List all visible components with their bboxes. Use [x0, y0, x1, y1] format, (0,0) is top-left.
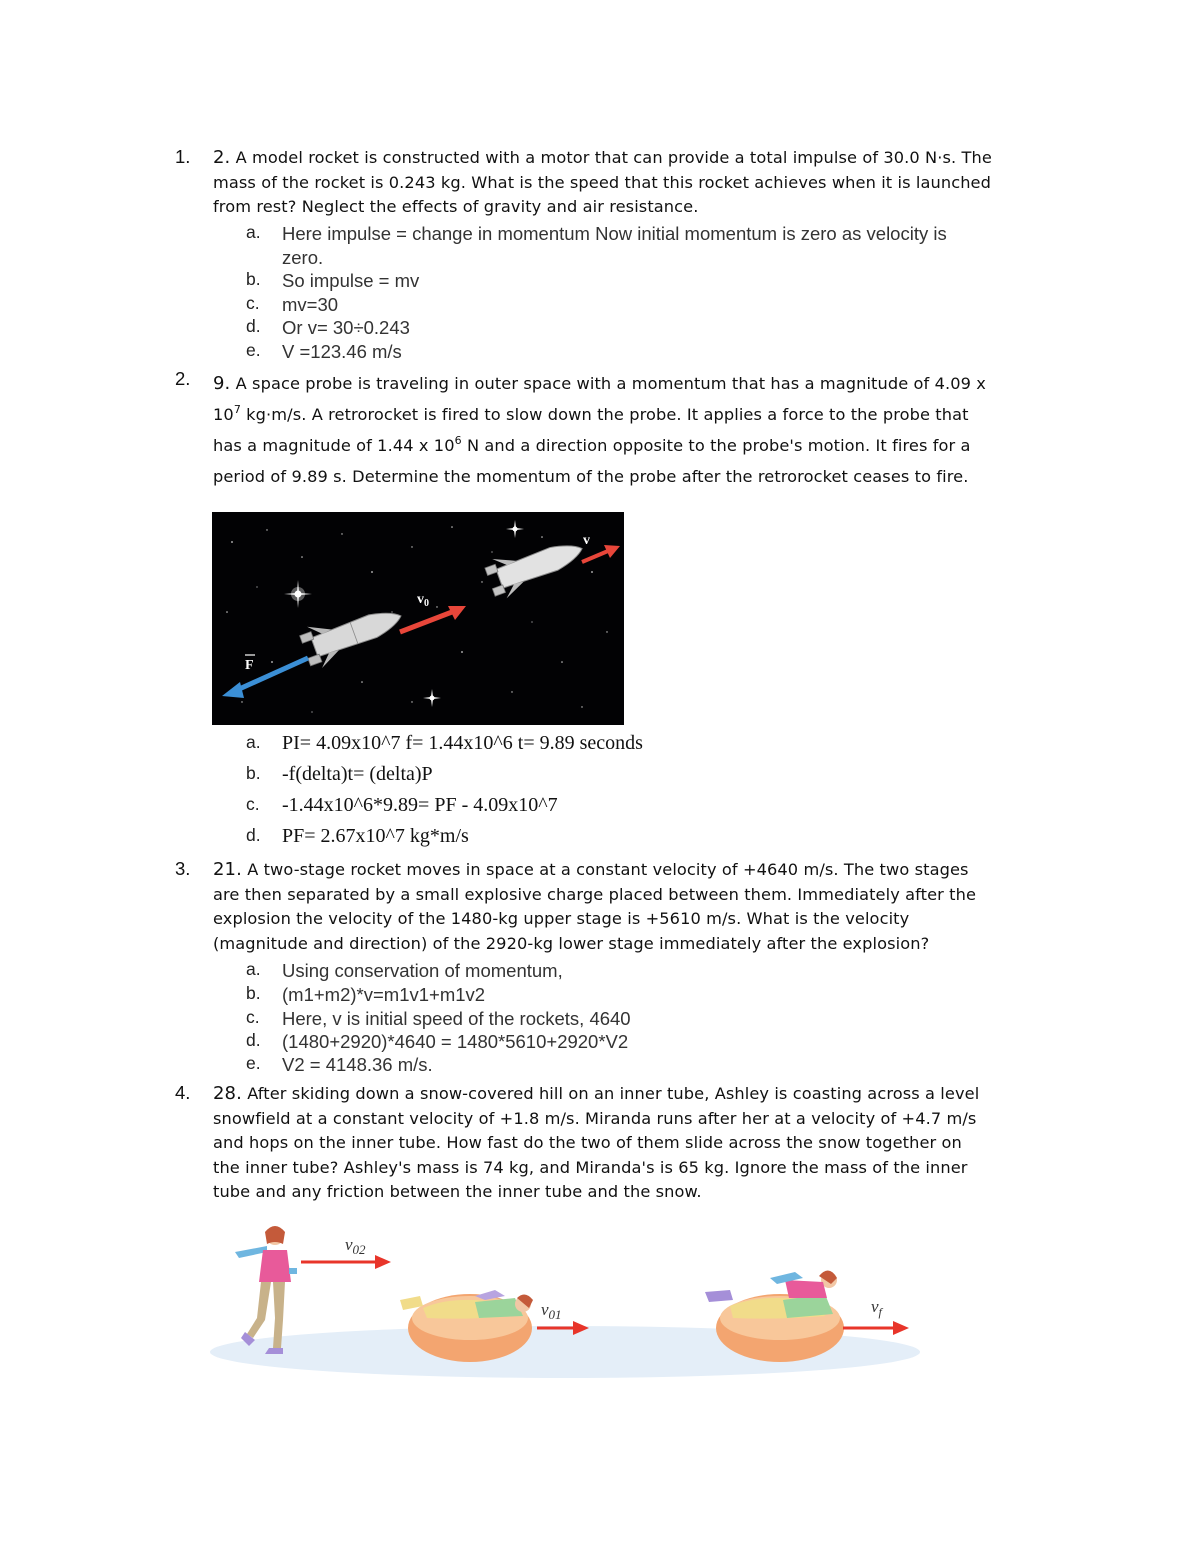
answer-label: e.	[246, 340, 261, 360]
answer-label: e.	[246, 1053, 261, 1073]
force-label: F	[245, 658, 254, 673]
answer-label: b.	[246, 269, 261, 289]
answer-text: PI= 4.09x10^7 f= 1.44x10^6 t= 9.89 seconds	[282, 732, 643, 754]
answer-label: a.	[246, 959, 261, 979]
question-line: and hops on the inner tube. How fast do the two of them slide across the snow together on	[213, 1133, 962, 1152]
answer-label: c.	[246, 794, 260, 814]
question-text	[213, 1082, 1063, 1205]
question-line: the inner tube? Ashley's mass is 74 kg, and Miranda's is 65 kg. Ignore the mass of the inner	[213, 1157, 968, 1177]
miranda-running-figure	[235, 1226, 297, 1354]
question-lead-number: 2.	[213, 147, 231, 168]
answer-text: -1.44x10^6*9.89= PF - 4.09x10^7	[282, 794, 558, 816]
answer-text: (1480+2920)*4640 = 1480*5610+2920*V2	[282, 1031, 629, 1052]
question-number: 2.	[175, 368, 191, 389]
answer-text: mv=30	[282, 294, 339, 315]
question-text	[213, 146, 1063, 220]
exponent: 6	[454, 434, 462, 447]
question-line: tube and any friction between the inner tube and the snow.	[213, 1182, 702, 1201]
answer-text: V2 = 4148.36 m/s.	[282, 1054, 433, 1075]
answer-line: Here impulse = change in momentum Now initial momentum is zero as velocity is	[282, 223, 947, 244]
question-text	[213, 858, 1063, 956]
question-line: A space probe is traveling in outer space with a momentum that has a magnitude of 4.09 x	[235, 374, 986, 393]
question-lead-number: 28.	[213, 1083, 242, 1104]
answer-label: a.	[246, 222, 261, 242]
answer-text: Or v= 30÷0.243	[282, 317, 410, 338]
question-line: has a magnitude of 1.44 x 10	[213, 436, 455, 455]
question-line: (magnitude and direction) of the 2920-kg lower stage immediately after the explosion?	[213, 933, 930, 953]
question-line: are then separated by a small explosive charge placed between them. Immediately after the	[213, 884, 977, 904]
v02-label: $v_{02}$	[345, 1235, 366, 1257]
answer-line: zero.	[282, 246, 324, 268]
answer-text: Here, v is initial speed of the rockets, 4640	[282, 1008, 631, 1029]
exponent-base: 10	[213, 405, 234, 424]
inner-tube-illustration	[205, 1220, 925, 1388]
space-probe-figure	[212, 512, 624, 725]
answer-text: PF= 2.67x10^7 kg*m/s	[282, 825, 469, 847]
answer-label: d.	[246, 316, 261, 336]
question-lead-number: 21.	[213, 859, 242, 880]
question-line: explosion the velocity of the 1480-kg upper stage is +5610 m/s. What is the velocity	[213, 909, 910, 928]
v01-label: $v_{01}$	[541, 1300, 562, 1322]
answer-text: (m1+m2)*v=m1v1+m1v2	[282, 984, 486, 1005]
answer-label: b.	[246, 983, 261, 1003]
space-probe-illustration	[212, 512, 624, 725]
answer-label: c.	[246, 1007, 260, 1027]
v02-arrow	[301, 1255, 391, 1269]
question-lead-number: 9.	[213, 373, 231, 394]
answer-text	[282, 222, 1042, 269]
v-label: v	[583, 533, 590, 548]
answer-text: Using conservation of momentum,	[282, 960, 563, 981]
question-number: 3.	[175, 858, 191, 879]
question-text	[213, 368, 1063, 492]
answer-text: So impulse = mv	[282, 270, 420, 291]
question-line: A model rocket is constructed with a motor that can provide a total impulse of 30.0 N·s. The	[235, 148, 992, 167]
question-line: from rest? Neglect the effects of gravity and air resistance.	[213, 197, 699, 216]
question-line: mass of the rocket is 0.243 kg. What is the speed that this rocket achieves when it is launched	[213, 172, 991, 192]
exponent: 7	[233, 403, 241, 416]
vf-arrow	[843, 1321, 909, 1335]
question-line: After skiding down a snow-covered hill on an inner tube, Ashley is coasting across a level	[247, 1084, 980, 1103]
vf-label: $v_f$	[871, 1297, 882, 1319]
inner-tube-figure	[205, 1220, 925, 1388]
question-line: kg·m/s. A retrorocket is fired to slow down the probe. It applies a force to the probe that	[246, 405, 969, 424]
answer-label: c.	[246, 293, 260, 313]
answer-label: d.	[246, 1030, 261, 1050]
question-line: snowfield at a constant velocity of +1.8 m/s. Miranda runs after her at a velocity of +4.7 m/s	[213, 1108, 977, 1128]
question-line: period of 9.89 s. Determine the momentum of the probe after the retrorocket ceases to fire.	[213, 467, 969, 486]
question-line: A two-stage rocket moves in space at a constant velocity of +4640 m/s. The two stages	[247, 860, 969, 879]
answer-text: -f(delta)t= (delta)P	[282, 763, 433, 785]
question-line: N and a direction opposite to the probe's motion. It fires for a	[466, 436, 971, 455]
answer-label: d.	[246, 825, 261, 845]
question-number: 4.	[175, 1082, 191, 1103]
answer-text: V =123.46 m/s	[282, 341, 402, 362]
question-number: 1.	[175, 146, 191, 167]
answer-label: b.	[246, 763, 261, 783]
answer-label: a.	[246, 732, 261, 752]
v0-label: $v_0$	[417, 592, 429, 609]
